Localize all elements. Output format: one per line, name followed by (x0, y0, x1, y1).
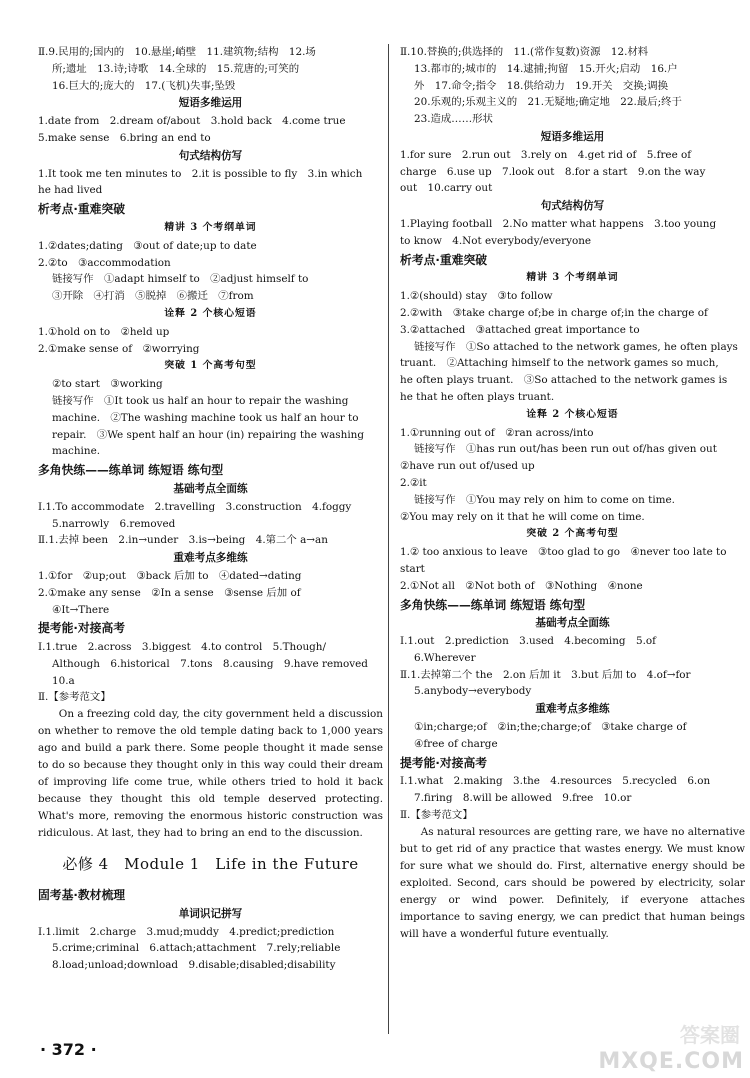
subheading: 基础考点全面练 (173, 482, 248, 495)
text-line: 链接写作 ①So attached to the network games, he often plays (414, 340, 738, 353)
text-line: Ⅰ.1.true 2.across 3.biggest 4.to control 5.Though/ (38, 641, 326, 654)
text-line: charge 6.use up 7.look out 8.for a start 9.on the way (400, 165, 706, 178)
text-line: 2.②with ③take charge of;be in charge of;in the charge of (400, 306, 708, 319)
subheading: 精讲 3 个考纲单词 (164, 221, 257, 233)
text-line: 1.②dates;dating ③out of date;up to date (38, 239, 257, 252)
text-line: Ⅰ.1.limit 2.charge 3.mud;muddy 4.predict;prediction (38, 925, 335, 938)
text-line: 链接写作 ①You may rely on him to come on time. (414, 493, 675, 506)
text-line: 2.①make sense of ②worrying (38, 342, 200, 355)
left-column (38, 44, 383, 974)
text-line: 16.巨大的;庞大的 17.(飞机)失事;坠毁 (52, 79, 236, 92)
text-line: 1.①for ②up;out ③back 后加 to ④dated→dating (38, 569, 302, 582)
text-line: 8.load;unload;download 9.disable;disabled;disability (52, 959, 336, 972)
section-title: 固考基·教材梳理 (38, 888, 126, 903)
text-line: to know 4.Not everybody/everyone (400, 234, 592, 247)
text-line: ②to start ③working (52, 378, 163, 391)
text-line: 5.narrowly 6.removed (52, 517, 176, 530)
text-line: 1.② too anxious to leave ③too glad to go ④never too late to (400, 546, 727, 559)
text-line: 5.anybody→everybody (414, 685, 532, 698)
text-line: he often plays truant. ③So attached to the network games is (400, 374, 728, 387)
reference-essay: As natural resources are getting rare, we have no alternative but to get rid of any practice that wastes energy. We must know for sure what we should do. First, alternative energy should be exploited. Second, cars should be powered by electricity, solar energy or wind power. Definitely, if everyone attaches importance to saving energy, we can predict that human beings will have a wonderful future eventually. (400, 825, 745, 940)
watermark-logo: 答案圈 (680, 1023, 740, 1047)
text-line: ④free of charge (414, 737, 498, 750)
text-line: 所;遗址 13.诗;诗歌 14.全球的 15.荒唐的;可笑的 (52, 62, 300, 75)
subheading: 重难考点多维练 (535, 703, 610, 716)
text-line: 13.都市的;城市的 14.逮捕;拘留 15.开火;启动 16.户 (414, 62, 678, 75)
section-title: 析考点·重难突破 (38, 202, 126, 217)
subheading: 精讲 3 个考纲单词 (526, 272, 619, 284)
subheading: 诠释 2 个核心短语 (164, 307, 257, 319)
text-line: Ⅰ.1.out 2.prediction 3.used 4.becoming 5.of (400, 635, 656, 648)
text-line: 1.①hold on to ②held up (38, 325, 170, 338)
text-line: 外 17.命令;指令 18.供给动力 19.开关 交换;调换 (414, 79, 668, 92)
text-line: ②You may rely on it that he will come on time. (400, 510, 645, 523)
module-heading: 必修 4 Module 1 Life in the Future (62, 855, 359, 874)
text-line: truant. ②Attaching himself to the network games so much, (400, 357, 719, 370)
text-line: Ⅱ.【参考范文】 (38, 691, 111, 704)
text-line: Although 6.historical 7.tons 8.causing 9.have removed (52, 657, 368, 670)
text-line: repair. ③We spent half an hour (in) repairing the washing (52, 428, 364, 441)
text-line: he that he often plays truant. (400, 390, 555, 403)
text-line: 1.date from 2.dream of/about 3.hold back 4.come true (38, 115, 346, 128)
subheading: 短语多维运用 (540, 130, 605, 143)
text-line: 链接写作 ①adapt himself to ②adjust himself to (52, 273, 309, 286)
text-line: Ⅰ.1.what 2.making 3.the 4.resources 5.recycled 6.on (400, 775, 711, 788)
text-line: Ⅰ.1.To accommodate 2.travelling 3.construction 4.foggy (38, 500, 352, 513)
text-line: 3.②attached ③attached great importance to (400, 323, 640, 336)
text-line: 1.②(should) stay ③to follow (400, 290, 553, 303)
text-line: 20.乐观的;乐观主义的 21.无疑地;确定地 22.最后;终于 (414, 96, 682, 109)
text-line: 链接写作 ①has run out/has been run out of/has given out (414, 443, 717, 456)
subheading: 突破 1 个高考句型 (164, 360, 257, 372)
text-line: out 10.carry out (400, 182, 493, 195)
text-line: Ⅱ.【参考范文】 (400, 809, 473, 822)
subheading: 诠释 2 个核心短语 (526, 408, 619, 420)
section-title: 析考点·重难突破 (400, 252, 488, 267)
text-line: ④It→There (52, 603, 110, 616)
section-title: 多角快练——练单词 练短语 练句型 (400, 597, 586, 612)
text-line: 10.a (52, 674, 75, 687)
text-line: 链接写作 ①It took us half an hour to repair the washing (52, 394, 349, 407)
section-title: 提考能·对接高考 (400, 755, 488, 770)
section-title: 多角快练——练单词 练短语 练句型 (38, 463, 224, 478)
subheading: 突破 2 个高考句型 (526, 528, 619, 540)
subheading: 短语多维运用 (178, 97, 243, 110)
subheading: 重难考点多维练 (173, 552, 248, 565)
l-a-lines (38, 44, 383, 94)
reference-essay: On a freezing cold day, the city government held a discussion on whether to remove the old temple dating back to 1,000 years ago and build a park there. Some people thought it made sense to do so because they thought only in this way could their dream of improving life come true, while others tried to hold it back because they thought this old temple deserved protecting. What's more, removing the enormous historic construction was ridiculous. At last, they had to bring an end to the discussion. (38, 708, 383, 840)
text-line: Ⅱ.1.去掉第二个 the 2.on 后加 it 3.but 后加 to 4.of→for (400, 668, 691, 681)
text-line: 5.make sense 6.bring an end to (38, 131, 211, 144)
text-line: 1.Playing football 2.No matter what happens 3.too young (400, 217, 717, 230)
text-line: 1.It took me ten minutes to 2.it is possible to fly 3.in which (38, 167, 363, 180)
text-line: start (400, 562, 425, 575)
text-line: Ⅱ.10.替换的;供选择的 11.(常作复数)资源 12.材料 (400, 46, 649, 58)
text-line: ①in;charge;of ②in;the;charge;of ③take charge of (414, 721, 687, 734)
text-line: 2.②to ③accommodation (38, 256, 171, 269)
text-line: 6.Wherever (414, 651, 476, 664)
text-line: 2.①make any sense ②In a sense ③sense 后加 of (38, 586, 301, 599)
text-line: 5.crime;criminal 6.attach;attachment 7.rely;reliable (52, 942, 341, 955)
text-line: machine. (52, 445, 101, 458)
text-line: 1.for sure 2.run out 3.rely on 4.get rid of 5.free of (400, 148, 692, 161)
text-line: ②have run out of/used up (400, 460, 535, 473)
text-line: machine. ②The washing machine took us half an hour to (52, 411, 359, 424)
subheading: 句式结构仿写 (540, 200, 605, 213)
subheading: 单词识记拼写 (178, 907, 243, 920)
page-number: · 372 · (40, 1040, 97, 1059)
text-line: 2.①Not all ②Not both of ③Nothing ④none (400, 579, 643, 592)
text-line: Ⅱ.9.民用的;国内的 10.悬崖;峭壁 11.建筑物;结构 12.场 (38, 46, 316, 58)
text-line: 23.造成……形状 (414, 113, 493, 126)
watermark: MXQE.COM (598, 1049, 744, 1074)
text-line: 7.firing 8.will be allowed 9.free 10.or (414, 792, 632, 805)
subheading: 基础考点全面练 (535, 617, 610, 630)
text-line: he had lived (38, 184, 103, 197)
subheading: 句式结构仿写 (178, 149, 243, 162)
column-divider (388, 44, 389, 1034)
right-column (400, 44, 745, 943)
section-title: 提考能·对接高考 (38, 621, 126, 636)
text-line: ③开除 ④打消 ⑤脱掉 ⑥搬迁 ⑦from (52, 290, 254, 303)
text-line: Ⅱ.1.去掉 been 2.in→under 3.is→being 4.第二个 a→an (38, 534, 328, 547)
text-line: 2.②it (400, 476, 427, 489)
text-line: 1.①running out of ②ran across/into (400, 426, 594, 439)
